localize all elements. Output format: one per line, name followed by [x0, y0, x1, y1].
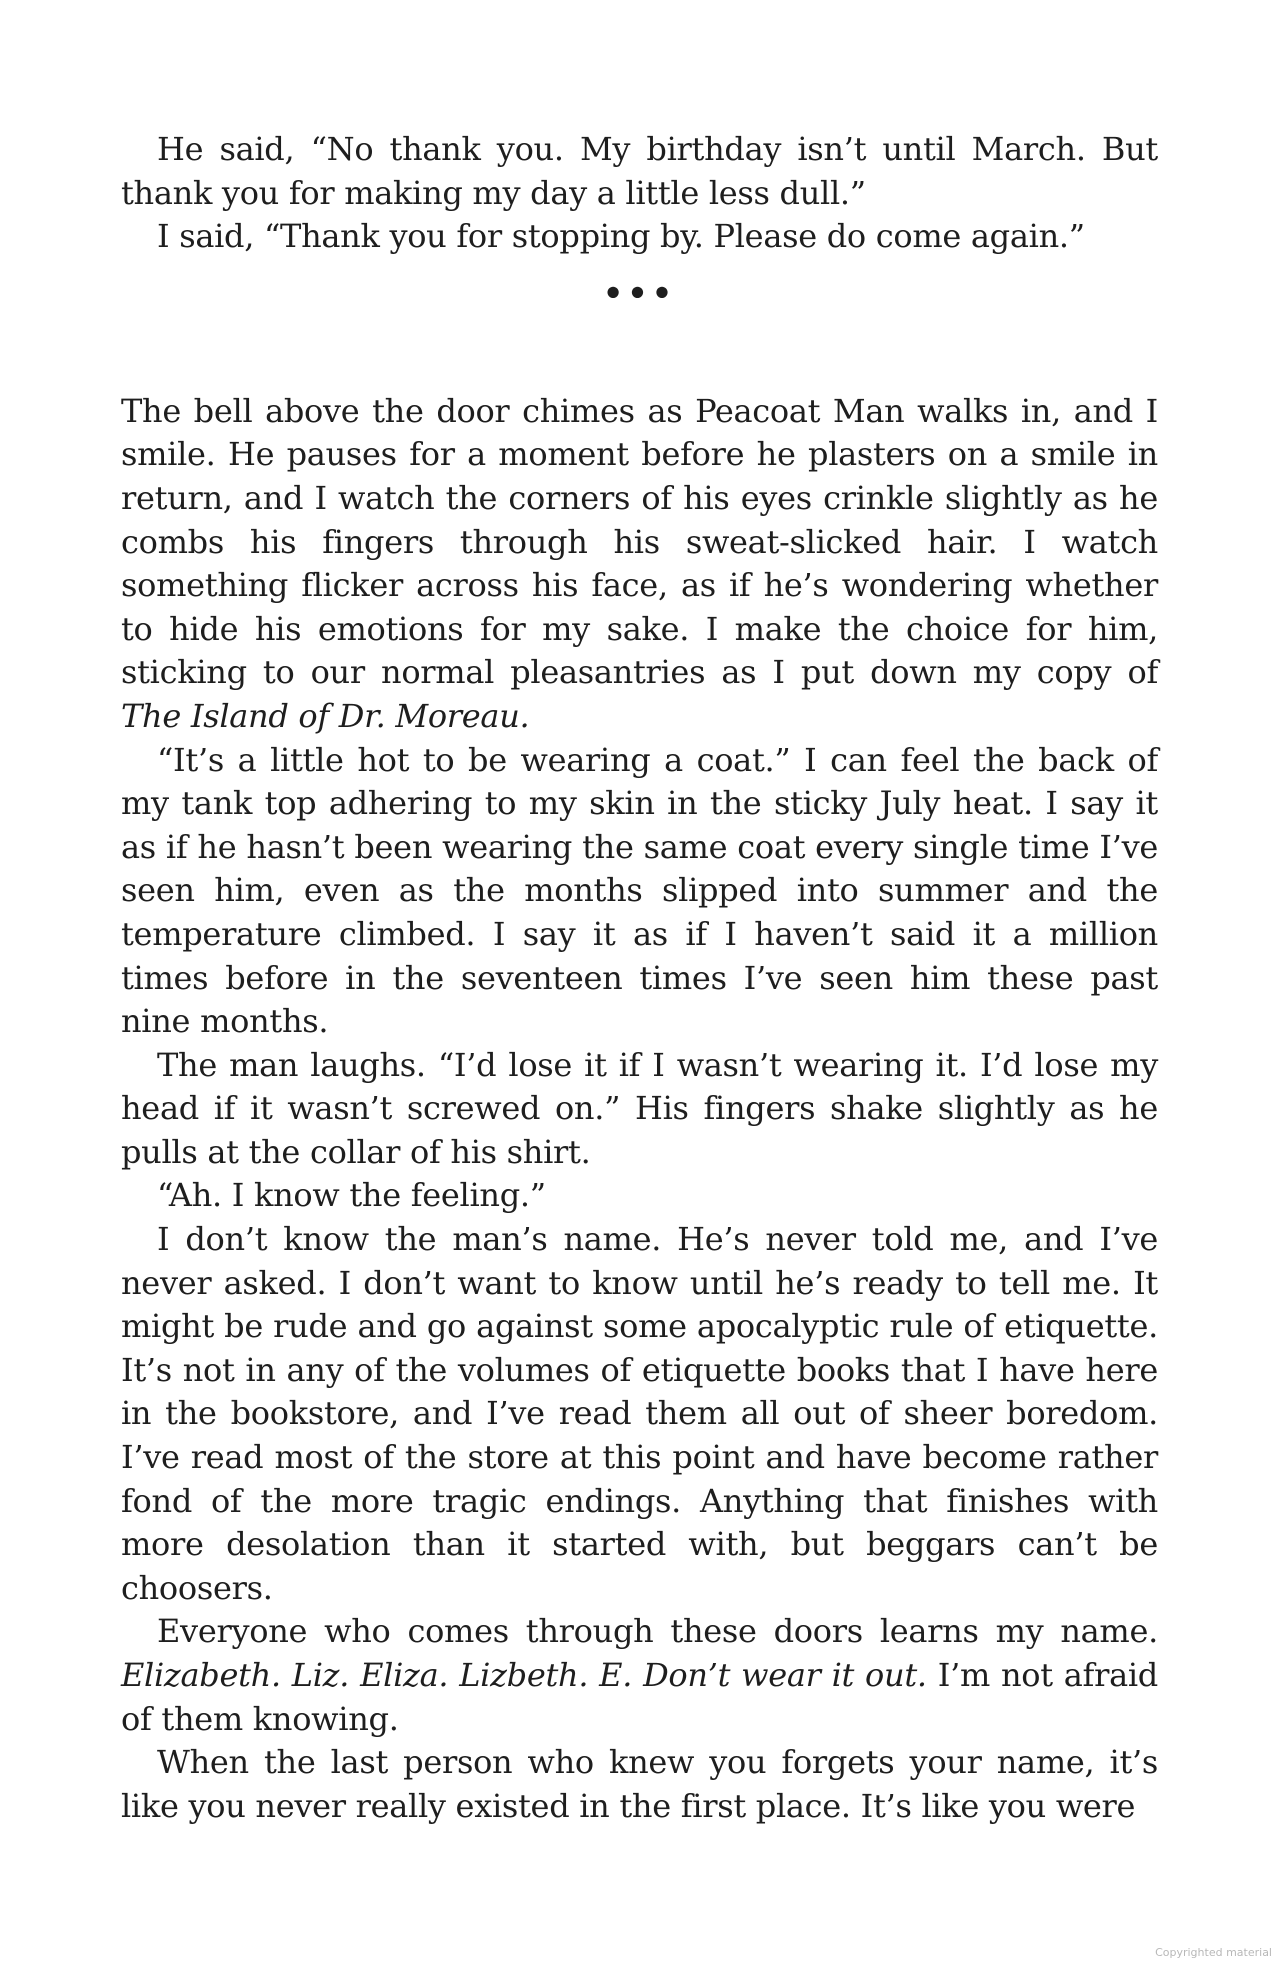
paragraph-everyone-learns-name	[121, 1610, 1158, 1741]
paragraph-dont-know-name: I don’t know the man’s name. He’s never told me, and I’ve never asked. I don’t want to know until he’s ready to tell me. It might be rude and go against some apocalyptic rule of etiquette. It’s not in any of the volumes of etiquette books that I have here in the bookstore, and I’ve read them all out of sheer boredom. I’ve read most of the store at this point and have become rather fond of the more tragic endings. Anything that finishes with more desolation than it started with, but beggars can’t be choosers.	[121, 1220, 1158, 1607]
paragraph-last-person: When the last person who knew you forgets your name, it’s like you never really existed in the first place. It’s like you were	[121, 1743, 1158, 1825]
paragraph-man-laughs: The man laughs. “I’d lose it if I wasn’t wearing it. I’d lose my head if it wasn’t screwed on.” His fingers shake slightly as he pulls at the collar of his shirt.	[121, 1045, 1158, 1171]
paragraph-text: The bell above the door chimes as Peacoat Man walks in, and I smile. He pauses for a moment before he plasters on a smile in return, and I watch the corners of his eyes crinkle slightly as he combs his fingers through his sweat-slicked hair. I watch something flicker across his face, as if he’s wondering whether to hide his emotions for my sake. I make the choice for him, sticking to our normal pleasantries as I put down my copy of	[121, 391, 1158, 692]
paragraph-know-the-feeling: “Ah. I know the feeling.”	[157, 1176, 546, 1215]
book-title: The Island of Dr. Moreau.	[121, 696, 530, 735]
paragraph-thank-you-stopping-by: I said, “Thank you for stopping by. Please do come again.”	[157, 217, 1085, 256]
paragraph-tail: I’m not afraid of them knowing.	[121, 1656, 1158, 1738]
copyright-watermark: Copyrighted material	[1155, 1946, 1272, 1959]
paragraph-no-thank-you: He said, “No thank you. My birthday isn’t until March. But thank you for making my day a little less dull.”	[121, 130, 1158, 212]
paragraph-peacoat-man-walks-in	[121, 390, 1158, 739]
scene-break: •••	[602, 273, 677, 312]
book-page	[121, 128, 1158, 1828]
paragraph-hot-coat: “It’s a little hot to be wearing a coat.” I can feel the back of my tank top adhering to my skin in the sticky July heat. I say it as if he hasn’t been wearing the same coat every single time I’ve seen him, even as the months slipped into summer and the temperature climbed. I say it as if I haven’t said it a million times before in the seventeen times I’ve seen him these past nine months.	[121, 740, 1158, 1041]
name-list: Elizabeth. Liz. Eliza. Lizbeth. E. Don’t wear it out.	[121, 1656, 927, 1694]
paragraph-lead: Everyone who comes through these doors learns my name.	[157, 1612, 1158, 1651]
